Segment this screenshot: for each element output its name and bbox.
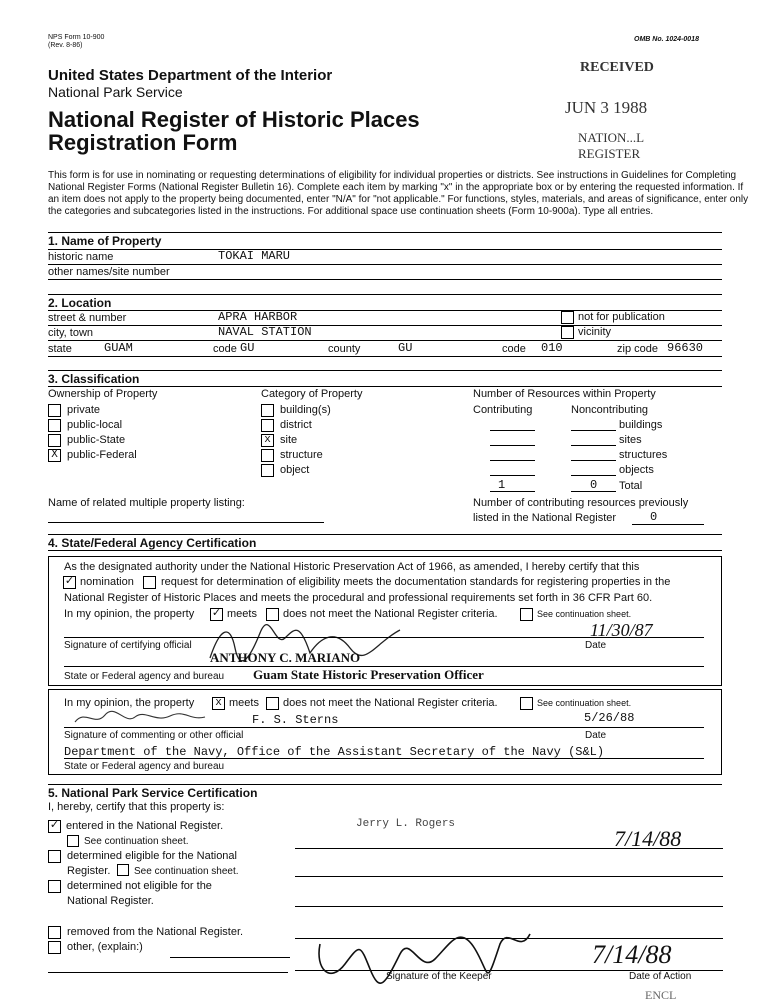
code-value[interactable]: GU — [240, 341, 255, 355]
related-listing-label: Name of related multiple property listing: — [48, 497, 245, 509]
see-continuation-label-b: See continuation sheet. — [537, 698, 632, 708]
comment-agency-label: State or Federal agency and bureau — [64, 761, 225, 772]
not-for-publication-checkbox[interactable] — [561, 311, 574, 324]
sig-certifying-label: Signature of certifying official — [64, 640, 192, 651]
other-checkbox[interactable] — [48, 941, 61, 954]
county-code-label: code — [502, 343, 526, 355]
state-value[interactable]: GUAM — [104, 341, 133, 355]
vicinity-checkbox[interactable] — [561, 326, 574, 339]
cert-date[interactable]: 11/30/87 — [590, 620, 653, 640]
stamp-line-1: NATION...L — [578, 130, 645, 145]
res-structures-label: structures — [619, 449, 668, 461]
determined-not-eligible-label-1: determined not eligible for the — [67, 880, 212, 892]
res-total-label: Total — [619, 480, 643, 492]
section-1-title: 1. Name of Property — [48, 234, 162, 248]
cert-line-3: National Register of Historic Places and meets the procedural and professional requirements set forth in 36 CFR Part 60. — [64, 592, 653, 604]
county-code-value[interactable]: 010 — [541, 341, 563, 355]
previously-listed-label-1: Number of contributing resources previously — [473, 497, 689, 509]
comment-date[interactable]: 5/26/88 — [584, 711, 635, 725]
historic-name-value[interactable]: TOKAI MARU — [218, 249, 291, 263]
zip-value[interactable]: 96630 — [667, 341, 704, 355]
ownership-federal-label: public-Federal — [67, 449, 137, 461]
previously-listed-value[interactable]: 0 — [650, 510, 658, 524]
commenting-official-name[interactable]: F. S. Sterns — [252, 713, 339, 727]
keeper-entry-date[interactable]: 7/14/88 — [614, 826, 682, 851]
category-site-checkbox[interactable]: x — [261, 434, 274, 447]
ownership-local-checkbox[interactable] — [48, 419, 61, 432]
street-label: street & number — [48, 312, 127, 324]
category-site-label: site — [280, 434, 298, 446]
form-subtitle: Registration Form — [48, 130, 238, 155]
section-5-title: 5. National Park Service Certification — [48, 786, 258, 800]
category-district-checkbox[interactable] — [261, 419, 274, 432]
previously-listed-label-2: listed in the National Register — [473, 512, 617, 524]
section-2-title: 2. Location — [48, 296, 112, 310]
action-date[interactable]: 7/14/88 — [592, 940, 672, 969]
date-label-a: Date — [585, 640, 607, 651]
comment-agency-value[interactable]: Department of the Navy, Office of the Assistant Secretary of the Navy (S&L) — [64, 745, 605, 759]
see-continuation-checkbox-a[interactable] — [520, 608, 533, 621]
signer-name: ANTHONY C. MARIANO — [210, 650, 361, 665]
category-building-label: building(s) — [280, 404, 331, 416]
entered-label: entered in the National Register. — [66, 820, 224, 832]
entered-checkbox[interactable]: ✓ — [49, 820, 60, 832]
county-label: county — [328, 343, 361, 355]
category-object-label: object — [280, 464, 310, 476]
ownership-local-label: public-local — [67, 419, 123, 431]
city-label: city, town — [48, 327, 94, 339]
determined-eligible-label-1: determined eligible for the National — [67, 850, 237, 862]
sig-commenting-label: Signature of commenting or other official — [64, 730, 244, 741]
historic-name-label: historic name — [48, 251, 114, 263]
category-structure-label: structure — [280, 449, 323, 461]
ownership-state-label: public-State — [67, 434, 126, 446]
enclosure-mark: ENCL — [645, 988, 677, 1002]
ownership-state-checkbox[interactable] — [48, 434, 61, 447]
meets-label-b: meets — [229, 697, 259, 709]
street-value[interactable]: APRA HARBOR — [218, 310, 298, 324]
not-meet-label-b: does not meet the National Register criteria. — [283, 697, 498, 709]
category-heading: Category of Property — [261, 388, 363, 400]
contributing-heading: Contributing — [473, 404, 533, 416]
total-contributing[interactable]: 1 — [498, 478, 506, 492]
keeper-name: Jerry L. Rogers — [356, 818, 456, 830]
other-names-label: other names/site number — [48, 266, 170, 278]
see-continuation-checkbox-b[interactable] — [520, 697, 533, 710]
meets-label-a: meets — [227, 608, 257, 620]
nomination-label: nomination — [80, 576, 134, 588]
zip-label: zip code — [617, 343, 658, 355]
agency-value-a[interactable]: Guam State Historic Preservation Officer — [253, 667, 484, 682]
res-objects-label: objects — [619, 464, 654, 476]
code-label: code — [213, 343, 237, 355]
keeper-signature-label: Signature of the Keeper — [386, 971, 492, 982]
resources-heading: Number of Resources within Property — [473, 388, 656, 400]
agency-label-a: State or Federal agency and bureau — [64, 671, 225, 682]
service-title: National Park Service — [48, 84, 183, 100]
meets-checkbox-b[interactable]: x — [212, 697, 225, 710]
department-title: United States Department of the Interior — [48, 67, 333, 84]
entered-continuation-label: See continuation sheet. — [84, 836, 189, 847]
eligible-continuation-label: See continuation sheet. — [134, 866, 239, 877]
res-buildings-label: buildings — [619, 419, 663, 431]
meets-checkbox-a[interactable]: ✓ — [211, 608, 222, 620]
section-3-title: 3. Classification — [48, 372, 140, 386]
date-label-b: Date — [585, 730, 607, 741]
form-number: NPS Form 10-900 — [48, 34, 105, 41]
opinion-label-a: In my opinion, the property — [64, 608, 195, 620]
entered-continuation-checkbox[interactable] — [67, 835, 79, 847]
category-structure-checkbox[interactable] — [261, 449, 274, 462]
commenting-signature — [70, 707, 210, 729]
not-meet-checkbox-b[interactable] — [266, 697, 279, 710]
ownership-private-label: private — [67, 404, 101, 416]
removed-label: removed from the National Register. — [67, 926, 244, 938]
stamp-line-2: REGISTER — [578, 146, 641, 161]
cert-line-1: As the designated authority under the National Historic Preservation Act of 1966, as amended, I hereby certify that this — [64, 561, 640, 573]
eligible-continuation-checkbox[interactable] — [117, 864, 129, 876]
section-4-title: 4. State/Federal Agency Certification — [48, 536, 257, 550]
determined-not-eligible-label-2: National Register. — [67, 895, 154, 907]
vicinity-label: vicinity — [578, 326, 612, 338]
ownership-heading: Ownership of Property — [48, 388, 158, 400]
see-continuation-label-a: See continuation sheet. — [537, 609, 632, 619]
cert-line-2: request for determination of eligibility meets the documentation standards for registering properties in the — [161, 576, 671, 588]
other-label: other, (explain:) — [67, 941, 143, 953]
city-value[interactable]: NAVAL STATION — [218, 325, 312, 339]
opinion-label-b: In my opinion, the property — [64, 697, 195, 709]
noncontributing-heading: Noncontributing — [571, 404, 649, 416]
determined-eligible-label-2: Register. — [67, 865, 111, 877]
category-district-label: district — [280, 419, 312, 431]
county-value[interactable]: GU — [398, 341, 413, 355]
determined-not-eligible-checkbox[interactable] — [48, 880, 61, 893]
date-of-action-label: Date of Action — [629, 971, 692, 982]
not-for-publication-label: not for publication — [578, 311, 665, 323]
omb-number: OMB No. 1024-0018 — [634, 36, 699, 43]
form-revision: (Rev. 8-86) — [48, 42, 83, 49]
determined-eligible-checkbox[interactable] — [48, 850, 61, 863]
keeper-signature — [310, 914, 540, 994]
nomination-checkbox[interactable]: ✓ — [64, 576, 75, 588]
nps-intro: I, hereby, certify that this property is: — [48, 801, 225, 813]
category-building-checkbox[interactable] — [261, 404, 274, 417]
ownership-federal-checkbox[interactable]: X — [48, 449, 61, 462]
form-title: National Register of Historic Places — [48, 107, 420, 132]
instructions: This form is for use in nominating or requesting determinations of eligibility for individual properties or districts. See instructions in Guidelines for Completing National Register Forms (National Register Bulletin 16). Complete each item by marking "x" in the appropriate box or by entering the requested information. If an item does not apply to the property being documented, enter "N/A" for "not applicable." For functions, styles, materials, and areas of significance, enter only the categories and subcategories listed in the instructions. For additional space use continuation sheets (Form 10-900a). Type all entries. — [48, 170, 749, 217]
received-stamp: RECEIVED — [580, 60, 654, 75]
determination-request-checkbox[interactable] — [143, 576, 156, 589]
category-object-checkbox[interactable] — [261, 464, 274, 477]
removed-checkbox[interactable] — [48, 926, 61, 939]
ownership-private-checkbox[interactable] — [48, 404, 61, 417]
res-sites-label: sites — [619, 434, 642, 446]
not-meet-label-a: does not meet the National Register criteria. — [283, 608, 498, 620]
received-date: JUN 3 1988 — [565, 98, 648, 117]
state-label: state — [48, 343, 72, 355]
total-noncontributing[interactable]: 0 — [590, 478, 598, 492]
